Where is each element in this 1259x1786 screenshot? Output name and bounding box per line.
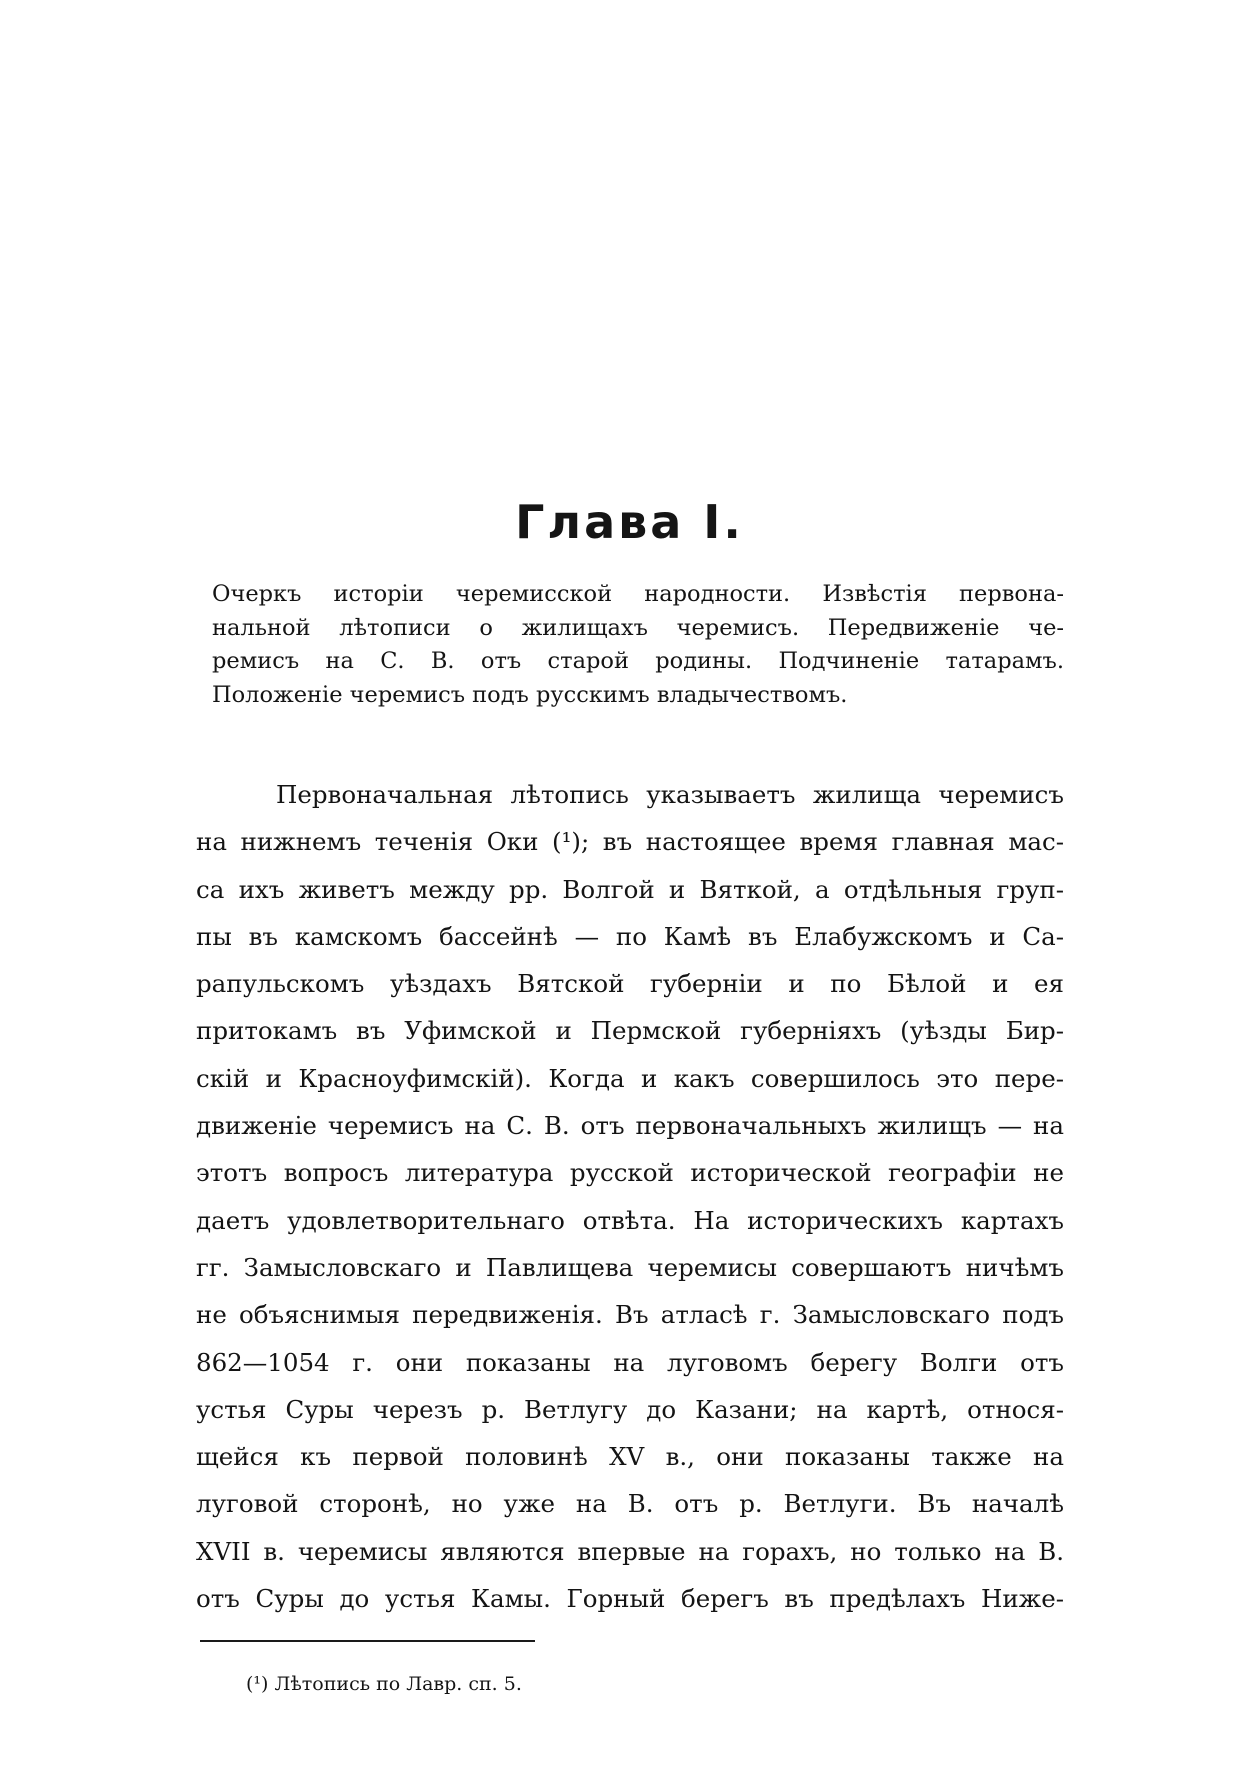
body-line: устья Суры черезъ р. Ветлугу до Казани; на картѣ, относя- (196, 1394, 1064, 1424)
body-line: на нижнемъ теченія Оки (¹); въ настоящее время главная мас- (196, 827, 1064, 857)
summary-line: Очеркъ исторіи черемисской народности. Извѣстія первона- (212, 581, 1064, 607)
body-line: рапульскомъ уѣздахъ Вятской губерніи и по Бѣлой и ея (196, 969, 1064, 999)
body-line: пы въ камскомъ бассейнѣ — по Камѣ въ Елабужскомъ и Са- (196, 921, 1064, 951)
summary-line: Положеніе черемисъ подъ русскимъ владычествомъ. (212, 681, 848, 708)
summary-line: ремисъ на С. В. отъ старой родины. Подчиненіе татарамъ. (212, 648, 1064, 674)
body-line: гг. Замысловскаго и Павлищева черемисы совершаютъ ничѣмъ (196, 1252, 1064, 1282)
body-line: Первоначальная лѣтопись указываетъ жилища черемисъ (276, 780, 1064, 809)
body-line: луговой сторонѣ, но уже на В. отъ р. Ветлуги. Въ началѣ (196, 1489, 1064, 1519)
body-line: движеніе черемисъ на С. В. отъ первоначальныхъ жилищъ — на (196, 1111, 1064, 1141)
body-line: XVII в. черемисы являются впервые на горахъ, но только на В. (196, 1536, 1064, 1566)
chapter-summary (212, 578, 1064, 712)
chapter-title: Глава I. (515, 495, 744, 549)
body-line: притокамъ въ Уфимской и Пермской губерніяхъ (уѣзды Бир- (196, 1016, 1064, 1046)
footnote: (¹) Лѣтопись по Лавр. сп. 5. (246, 1673, 522, 1695)
footnote-divider (200, 1640, 535, 1642)
body-line: щейся къ первой половинѣ XV в., они показаны также на (196, 1442, 1064, 1472)
body-line: отъ Суры до устья Камы. Горный берегъ въ предѣлахъ Ниже- (196, 1584, 1064, 1614)
body-line: скій и Красноуфимскій). Когда и какъ совершилось это пере- (196, 1063, 1064, 1093)
body-line: не объяснимыя передвиженія. Въ атласѣ г. Замысловскаго подъ (196, 1300, 1064, 1330)
body-paragraph (196, 771, 1064, 1622)
body-line: этотъ вопросъ литература русской исторической географіи не (196, 1158, 1064, 1188)
body-line: са ихъ живетъ между рр. Волгой и Вяткой, а отдѣльныя груп- (196, 874, 1064, 904)
body-line: 862—1054 г. они показаны на луговомъ берегу Волги отъ (196, 1347, 1064, 1377)
body-line: даетъ удовлетворительнаго отвѣта. На историческихъ картахъ (196, 1205, 1064, 1235)
summary-line: нальной лѣтописи о жилищахъ черемисъ. Передвиженіе че- (212, 614, 1064, 641)
